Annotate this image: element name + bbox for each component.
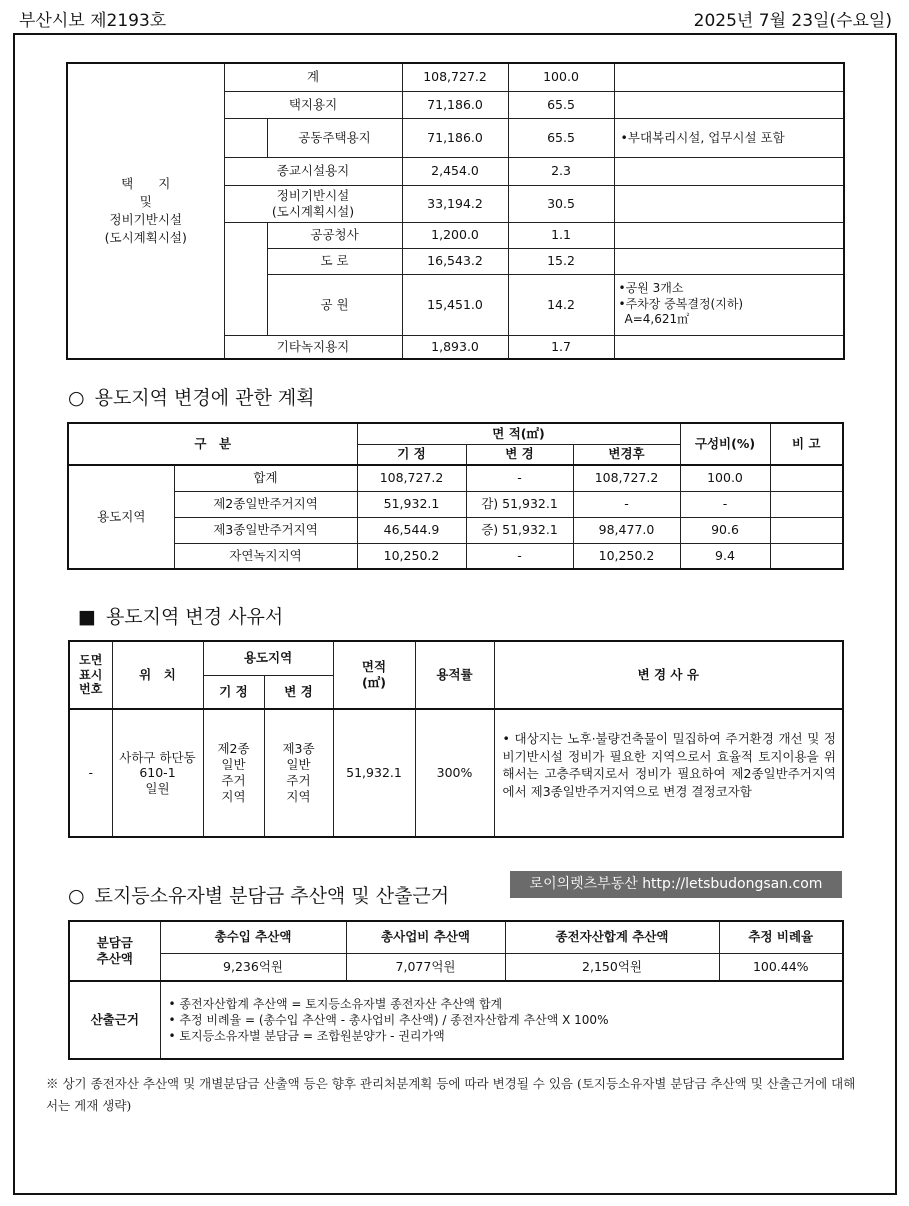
remark-cell	[770, 543, 843, 569]
reason-cell: • 대상지는 노후·불량건축물이 밀집하여 주거환경 개선 및 정비기반시설 정비가 필요한 지역으로서 효율적 토지이용을 위해서는 고층주택지로서 정비가 필요하여 제2종일반주거지역에서 제3종일반주거지역으로 변경 결정코자함	[494, 709, 843, 837]
far-header: 용적률	[415, 641, 494, 709]
note-cell	[614, 335, 844, 359]
basis-line: • 종전자산합계 추산액 = 토지등소유자별 종전자산 추산액 합계	[168, 996, 503, 1011]
table-row	[69, 981, 843, 1059]
remark-cell	[770, 517, 843, 543]
note-cell	[614, 248, 844, 274]
zone-name: 제3종일반주거지역	[174, 517, 357, 543]
row-name: 공공청사	[267, 222, 402, 248]
bulletin-date: 2025년 7월 23일(수요일)	[693, 11, 892, 31]
note-cell	[614, 222, 844, 248]
basis-line: • 추정 비례율 = (총수입 추산액 - 총사업비 추산액) / 종전자산합계 추산액 X 100%	[168, 1012, 609, 1027]
table-row	[68, 491, 843, 517]
note-cell	[614, 274, 844, 335]
area-cell: 1,893.0	[402, 335, 508, 359]
total-cost-value: 7,077억원	[346, 953, 505, 981]
ratio-cell: 100.0	[680, 465, 770, 491]
existing-header: 기 정	[357, 444, 466, 465]
total-cost-header: 총사업비 추산액	[346, 921, 505, 953]
row-name: 도 로	[267, 248, 402, 274]
after-header: 변경후	[573, 444, 680, 465]
ratio-cell: 30.5	[508, 185, 614, 222]
table-row	[69, 709, 843, 837]
note-cell	[614, 157, 844, 185]
table-header-row	[69, 641, 843, 675]
note-cell	[614, 91, 844, 118]
ratio-cell: -	[680, 491, 770, 517]
map-no-cell: -	[69, 709, 112, 837]
row-name: 기타녹지용지	[224, 335, 402, 359]
ratio-cell: 15.2	[508, 248, 614, 274]
zone-header: 용도지역	[203, 641, 333, 675]
square-bullet-icon: ■	[78, 606, 96, 628]
ratio-cell: 1.1	[508, 222, 614, 248]
ratio-cell: 65.5	[508, 91, 614, 118]
remark-cell	[770, 465, 843, 491]
row-name: 공 원	[267, 274, 402, 335]
ratio-value: 100.44%	[719, 953, 843, 981]
area-cell: 51,932.1	[333, 709, 415, 837]
change-reason-table	[68, 640, 844, 838]
indent-cell	[224, 118, 267, 157]
ratio-cell: 100.0	[508, 63, 614, 91]
division-header: 구 분	[68, 423, 357, 465]
contribution-label: 분담금 추산액	[69, 921, 160, 981]
section-heading-change-reason	[78, 602, 283, 629]
zone-name: 제2종일반주거지역	[174, 491, 357, 517]
changed-zone-cell: 제3종 일반 주거 지역	[264, 709, 333, 837]
ratio-cell: 2.3	[508, 157, 614, 185]
area-cell: 15,451.0	[402, 274, 508, 335]
table-row	[69, 953, 843, 981]
note-line: A=4,621㎡	[624, 312, 690, 327]
section-title: 토지등소유자별 분담금 추산액 및 산출근거	[94, 885, 450, 907]
ratio-cell: 65.5	[508, 118, 614, 157]
section-title: 용도지역 변경에 관한 계획	[94, 387, 315, 409]
row-name: 종교시설용지	[224, 157, 402, 185]
existing-cell: 108,727.2	[357, 465, 466, 491]
basis-label: 산출근거	[69, 981, 160, 1059]
row-name: 계	[224, 63, 402, 91]
change-cell: 감) 51,932.1	[466, 491, 573, 517]
area-header: 면적 (㎡)	[333, 641, 415, 709]
zone-group-cell: 용도지역	[68, 465, 174, 569]
bulletin-issue: 부산시보 제2193호	[19, 11, 167, 31]
row-name: 공동주택용지	[267, 118, 402, 157]
map-no-header: 도면 표시 번호	[69, 641, 112, 709]
change-cell: -	[466, 465, 573, 491]
prior-assets-header: 종전자산합계 추산액	[505, 921, 719, 953]
area-cell: 108,727.2	[402, 63, 508, 91]
change-header: 변 경	[264, 675, 333, 709]
note-cell: •부대복리시설, 업무시설 포함	[614, 118, 844, 157]
ratio-header: 구성비(%)	[680, 423, 770, 465]
table-header-row	[68, 423, 843, 444]
note-cell	[614, 185, 844, 222]
remark-header: 비 고	[770, 423, 843, 465]
circle-bullet-icon: ○	[68, 885, 85, 907]
table-row	[68, 543, 843, 569]
after-cell: -	[573, 491, 680, 517]
zoning-change-table	[67, 422, 844, 570]
zone-name: 자연녹지지역	[174, 543, 357, 569]
area-cell: 16,543.2	[402, 248, 508, 274]
indent-cell	[224, 222, 267, 335]
prior-assets-value: 2,150억원	[505, 953, 719, 981]
category-line: 정비기반시설	[109, 212, 182, 227]
category-line: 및	[139, 193, 152, 209]
area-cell: 71,186.0	[402, 91, 508, 118]
row-name: 택지용지	[224, 91, 402, 118]
far-cell: 300%	[415, 709, 494, 837]
area-cell: 2,454.0	[402, 157, 508, 185]
section-title: 용도지역 변경 사유서	[105, 606, 284, 628]
table-row	[68, 517, 843, 543]
circle-bullet-icon: ○	[68, 387, 85, 409]
ratio-cell: 1.7	[508, 335, 614, 359]
basis-line: • 토지등소유자별 분담금 = 조합원분양가 - 권리가액	[168, 1029, 445, 1044]
location-header: 위 치	[112, 641, 203, 709]
watermark-link[interactable]: 로이의렛츠부동산 http://letsbudongsan.com	[510, 871, 842, 898]
change-header: 변 경	[466, 444, 573, 465]
after-cell: 10,250.2	[573, 543, 680, 569]
zone-name: 합계	[174, 465, 357, 491]
ratio-cell: 14.2	[508, 274, 614, 335]
existing-cell: 10,250.2	[357, 543, 466, 569]
ratio-header: 추정 비례율	[719, 921, 843, 953]
table-row	[68, 465, 843, 491]
existing-cell: 51,932.1	[357, 491, 466, 517]
note-cell	[614, 63, 844, 91]
contribution-table	[68, 920, 844, 1060]
change-cell: 증) 51,932.1	[466, 517, 573, 543]
total-revenue-header: 총수입 추산액	[160, 921, 346, 953]
total-revenue-value: 9,236억원	[160, 953, 346, 981]
area-cell: 71,186.0	[402, 118, 508, 157]
after-cell: 98,477.0	[573, 517, 680, 543]
section-heading-contribution	[68, 881, 449, 908]
location-cell: 사하구 하단동 610-1 일원	[112, 709, 203, 837]
area-cell: 33,194.2	[402, 185, 508, 222]
change-cell: -	[466, 543, 573, 569]
existing-zone-cell: 제2종 일반 주거 지역	[203, 709, 264, 837]
land-category-cell	[67, 63, 224, 359]
ratio-cell: 90.6	[680, 517, 770, 543]
area-cell: 1,200.0	[402, 222, 508, 248]
category-line: (도시계획시설)	[104, 230, 187, 246]
table-row	[67, 63, 844, 91]
existing-header: 기 정	[203, 675, 264, 709]
basis-cell	[160, 981, 843, 1059]
after-cell: 108,727.2	[573, 465, 680, 491]
area-header: 면 적(㎡)	[357, 423, 680, 444]
ratio-cell: 9.4	[680, 543, 770, 569]
section-heading-zoning-plan	[68, 383, 315, 410]
reason-header: 변 경 사 유	[494, 641, 843, 709]
category-line: 택 지	[121, 175, 171, 191]
footnote: ※ 상기 종전자산 추산액 및 개별분담금 산출액 등은 향후 관리처분계획 등에 따라 변경될 수 있음 (토지등소유자별 분담금 추산액 및 산출근거에 대해서는 게재 생략)	[46, 1076, 856, 1113]
row-name: 정비기반시설 (도시계획시설)	[224, 185, 402, 222]
land-use-table	[66, 62, 845, 360]
note-line: •공원 3개소	[618, 281, 684, 296]
table-header-row	[69, 921, 843, 953]
note-line: •주차장 중복결정(지하)	[618, 296, 744, 311]
existing-cell: 46,544.9	[357, 517, 466, 543]
remark-cell	[770, 491, 843, 517]
